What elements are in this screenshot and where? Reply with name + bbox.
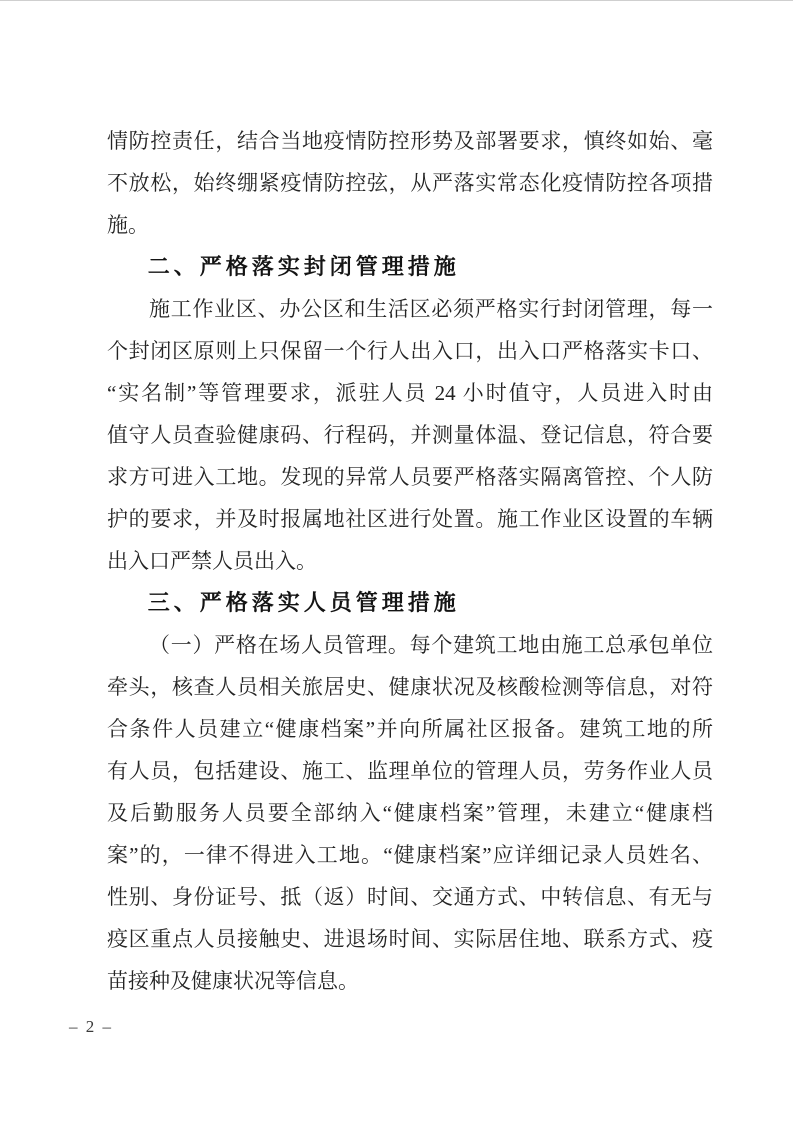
paragraph-line: 及后勤服务人员要全部纳入“健康档案”管理，未建立“健康档 <box>107 801 713 825</box>
paragraph-line: “实名制”等管理要求，派驻人员 24 小时值守，人员进入时由 <box>107 381 713 405</box>
paragraph-line: 护的要求，并及时报属地社区进行处置。施工作业区设置的车辆 <box>107 507 713 531</box>
paragraph-line: 不放松，始终绷紧疫情防控弦，从严落实常态化疫情防控各项措 <box>107 171 713 195</box>
paragraph-line: 案”的，一律不得进入工地。“健康档案”应详细记录人员姓名、 <box>107 843 713 867</box>
paragraph-line: 合条件人员建立“健康档案”并向所属社区报备。建筑工地的所 <box>107 717 713 741</box>
document-body <box>107 120 713 1002</box>
paragraph-line: 疫区重点人员接触史、进退场时间、实际居住地、联系方式、疫 <box>107 927 713 951</box>
section-heading-3: 三、严格落实人员管理措施 <box>147 590 460 615</box>
paragraph-line: 性别、身份证号、抵（返）时间、交通方式、中转信息、有无与 <box>107 885 713 909</box>
paragraph-line: 施工作业区、办公区和生活区必须严格实行封闭管理，每一 <box>149 297 713 321</box>
paragraph-line: 苗接种及健康状况等信息。 <box>107 969 359 993</box>
paragraph-line: 求方可进入工地。发现的异常人员要严格落实隔离管控、个人防 <box>107 465 713 489</box>
paragraph-line: 出入口严禁人员出入。 <box>107 549 317 573</box>
paragraph-line: 施。 <box>107 213 149 237</box>
section-heading-2: 二、严格落实封闭管理措施 <box>147 254 460 279</box>
paragraph-line: （一）严格在场人员管理。每个建筑工地由施工总承包单位 <box>149 633 713 657</box>
paragraph-line: 情防控责任，结合当地疫情防控形势及部署要求，慎终如始、毫 <box>107 129 713 153</box>
scan-edge-artifact <box>0 0 793 1</box>
paragraph-line: 个封闭区原则上只保留一个行人出入口，出入口严格落实卡口、 <box>107 339 713 363</box>
paragraph-line: 值守人员查验健康码、行程码，并测量体温、登记信息，符合要 <box>107 423 713 447</box>
paragraph-line: 有人员，包括建设、施工、监理单位的管理人员，劳务作业人员 <box>107 759 713 783</box>
page-number: – 2 – <box>69 1017 113 1036</box>
paragraph-line: 牵头，核查人员相关旅居史、健康状况及核酸检测等信息，对符 <box>107 675 713 699</box>
